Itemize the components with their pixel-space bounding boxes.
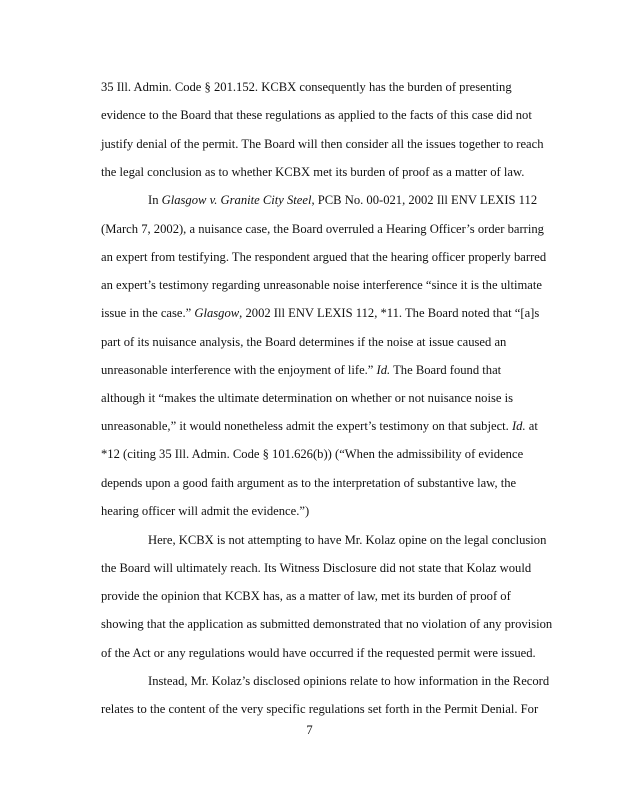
text-span: unreasonable interference with the enjoyment of life.” [101, 363, 377, 377]
text-line: Instead, Mr. Kolaz’s disclosed opinions relate to how information in the Record [148, 674, 550, 688]
text-span: at [525, 419, 538, 433]
text-line: justify denial of the permit. The Board will then consider all the issues together to reach [101, 137, 544, 151]
text-line [148, 193, 537, 208]
id-citation: Id. [511, 419, 526, 433]
text-span: issue in the case.” [101, 306, 195, 320]
text-line: relates to the content of the very specific regulations set forth in the Permit Denial. For [101, 702, 539, 716]
text-line: an expert from testifying. The respondent argued that the hearing officer properly barred [101, 250, 547, 264]
text-line: showing that the application as submitted demonstrated that no violation of any provision [101, 617, 553, 631]
text-line: Here, KCBX is not attempting to have Mr. Kolaz opine on the legal conclusion [148, 533, 547, 547]
text-line: hearing officer will admit the evidence.”) [101, 504, 310, 518]
text-line: the legal conclusion as to whether KCBX met its burden of proof as a matter of law. [101, 165, 525, 179]
text-line: an expert’s testimony regarding unreasonable noise interference “since it is the ultimate [101, 278, 542, 292]
text-span: unreasonable,” it would nonetheless admit the expert’s testimony on that subject. [101, 419, 512, 433]
text-line: 35 Ill. Admin. Code § 201.152. KCBX consequently has the burden of presenting [101, 80, 512, 94]
text-line [101, 306, 539, 321]
text-line: of the Act or any regulations would have occurred if the requested permit were issued. [101, 646, 536, 660]
text-line: provide the opinion that KCBX has, as a matter of law, met its burden of proof of [101, 589, 511, 603]
text-line: part of its nuisance analysis, the Board determines if the noise at issue caused an [101, 335, 507, 349]
text-line [101, 363, 501, 378]
text-line [101, 419, 538, 434]
text-line: the Board will ultimately reach. Its Witness Disclosure did not state that Kolaz would [101, 561, 532, 575]
text-span: , 2002 Ill ENV LEXIS 112, *11. The Board noted that “[a]s [239, 306, 540, 320]
text-span: , PCB No. 00-021, 2002 Ill ENV LEXIS 112 [311, 193, 538, 207]
text-span: The Board found that [390, 363, 502, 377]
page-number: 7 [306, 723, 313, 737]
text-span: In [148, 193, 162, 207]
text-line: depends upon a good faith argument as to the interpretation of substantive law, the [101, 476, 517, 490]
case-citation: Glasgow v. Granite City Steel [161, 193, 312, 207]
id-citation: Id. [376, 363, 391, 377]
text-line: *12 (citing 35 Ill. Admin. Code § 101.626(b)) (“When the admissibility of evidence [101, 447, 524, 461]
text-line: evidence to the Board that these regulations as applied to the facts of this case did not [101, 108, 532, 122]
case-citation: Glasgow [194, 306, 240, 320]
text-line: (March 7, 2002), a nuisance case, the Board overruled a Hearing Officer’s order barring [101, 222, 544, 236]
text-line: although it “makes the ultimate determination on whether or not nuisance noise is [101, 391, 513, 405]
